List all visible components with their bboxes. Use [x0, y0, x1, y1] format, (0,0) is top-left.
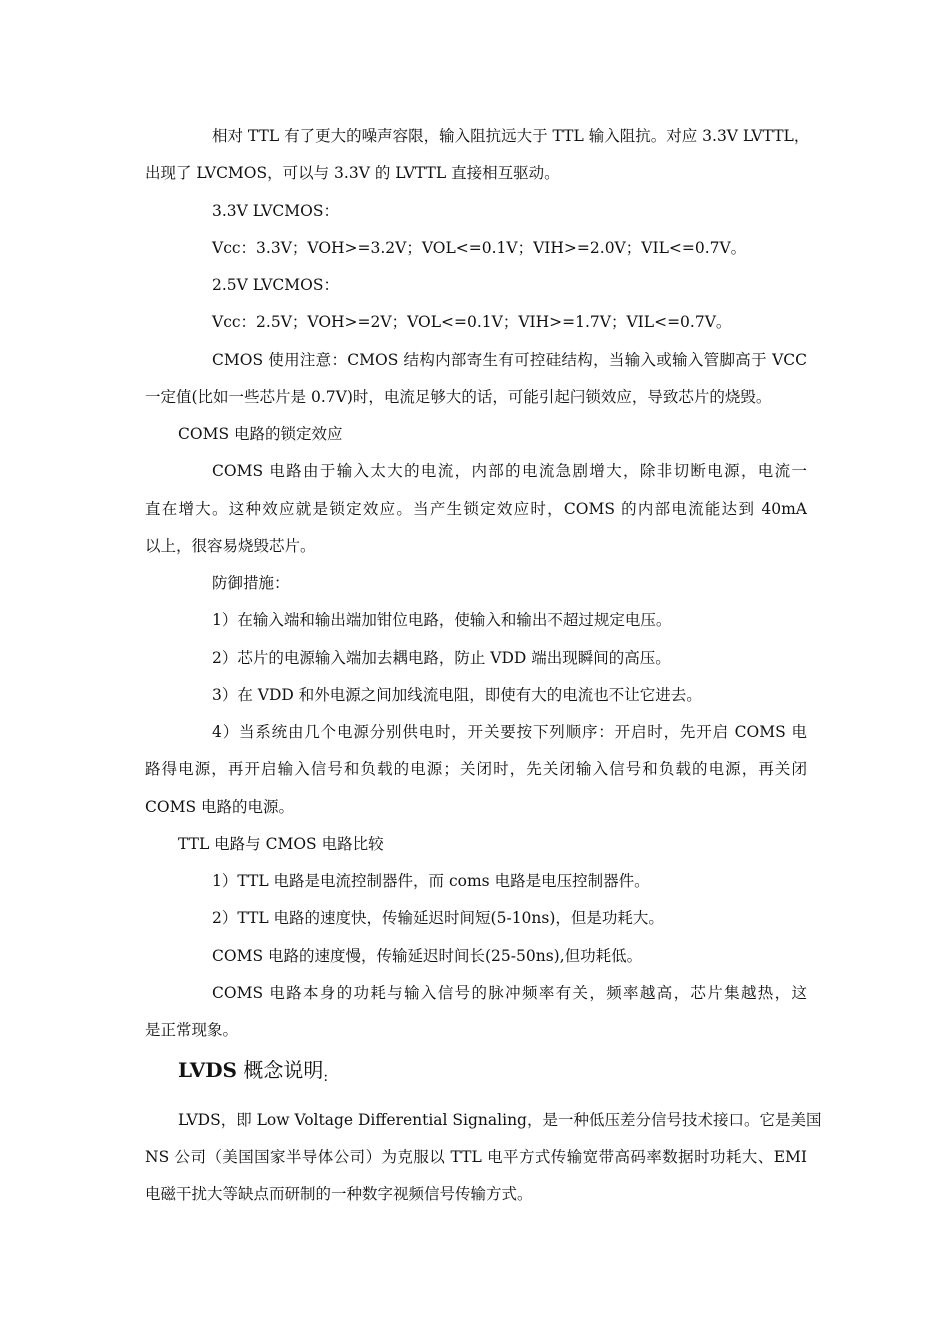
- section-title: TTL 电路与 CMOS 电路比较: [178, 835, 384, 853]
- parameter-line: Vcc：3.3V；VOH>=3.2V；VOL<=0.1V；VIH>=2.0V；VIL<=0.7V。: [212, 239, 747, 257]
- paragraph-line: 一定值(比如一些芯片是 0.7V)时，电流足够大的话，可能引起闩锁效应，导致芯片的烧毁。: [145, 388, 772, 406]
- list-item: 2）TTL 电路的速度快，传输延迟时间短(5-10ns)，但是功耗大。: [212, 909, 664, 927]
- section-title: COMS 电路的锁定效应: [178, 425, 343, 443]
- paragraph-line: CMOS 使用注意：CMOS 结构内部寄生有可控硅结构，当输入或输入管脚高于 VCC: [212, 351, 807, 369]
- lvds-heading: [178, 1057, 328, 1090]
- paragraph-line: 电磁干扰大等缺点而研制的一种数字视频信号传输方式。: [145, 1185, 533, 1203]
- paragraph-line: 以上，很容易烧毁芯片。: [145, 537, 316, 555]
- paragraph-line: 相对 TTL 有了更大的噪声容限，输入阻抗远大于 TTL 输入阻抗。对应 3.3V LVTTL，: [212, 127, 810, 145]
- lvds-heading-text: 概念说明: [237, 1058, 324, 1082]
- paragraph-line: NS 公司（美国国家半导体公司）为克服以 TTL 电平方式传输宽带高码率数据时功耗大、EMI: [145, 1148, 807, 1166]
- paragraph-line: COMS 电路由于输入太大的电流，内部的电流急剧增大，除非切断电源，电流一: [212, 462, 807, 480]
- list-item: COMS 电路的电源。: [145, 798, 294, 816]
- lvds-heading-bold: LVDS: [178, 1058, 237, 1082]
- list-item: 1）在输入端和输出端加钳位电路，使输入和输出不超过规定电压。: [212, 611, 672, 629]
- list-item: 4）当系统由几个电源分别供电时，开关要按下列顺序：开启时，先开启 COMS 电: [212, 723, 807, 741]
- lvds-heading-tail: :: [323, 1069, 329, 1085]
- list-item: 2）芯片的电源输入端加去耦电路，防止 VDD 端出现瞬间的高压。: [212, 649, 671, 667]
- paragraph-line: 出现了 LVCMOS，可以与 3.3V 的 LVTTL 直接相互驱动。: [145, 164, 560, 182]
- section-label: 3.3V LVCMOS：: [212, 202, 339, 220]
- section-label: 2.5V LVCMOS：: [212, 276, 339, 294]
- list-item: 3）在 VDD 和外电源之间加线流电阻，即使有大的电流也不让它进去。: [212, 686, 702, 704]
- list-item: 1）TTL 电路是电流控制器件，而 coms 电路是电压控制器件。: [212, 872, 650, 890]
- paragraph-line: 是正常现象。: [145, 1021, 239, 1039]
- paragraph-line: LVDS，即 Low Voltage Differential Signaling，是一种低压差分信号技术接口。它是美国: [178, 1111, 822, 1129]
- paragraph-line: 直在增大。这种效应就是锁定效应。当产生锁定效应时，COMS 的内部电流能达到 40mA: [145, 500, 807, 518]
- list-item: COMS 电路的速度慢，传输延迟时间长(25-50ns),但功耗低。: [212, 947, 643, 965]
- section-label: 防御措施：: [212, 574, 290, 592]
- paragraph-line: COMS 电路本身的功耗与输入信号的脉冲频率有关，频率越高，芯片集越热，这: [212, 984, 807, 1002]
- list-item: 路得电源，再开启输入信号和负载的电源；关闭时，先关闭输入信号和负载的电源，再关闭: [145, 760, 807, 778]
- parameter-line: Vcc：2.5V；VOH>=2V；VOL<=0.1V；VIH>=1.7V；VIL<=0.7V。: [212, 313, 732, 331]
